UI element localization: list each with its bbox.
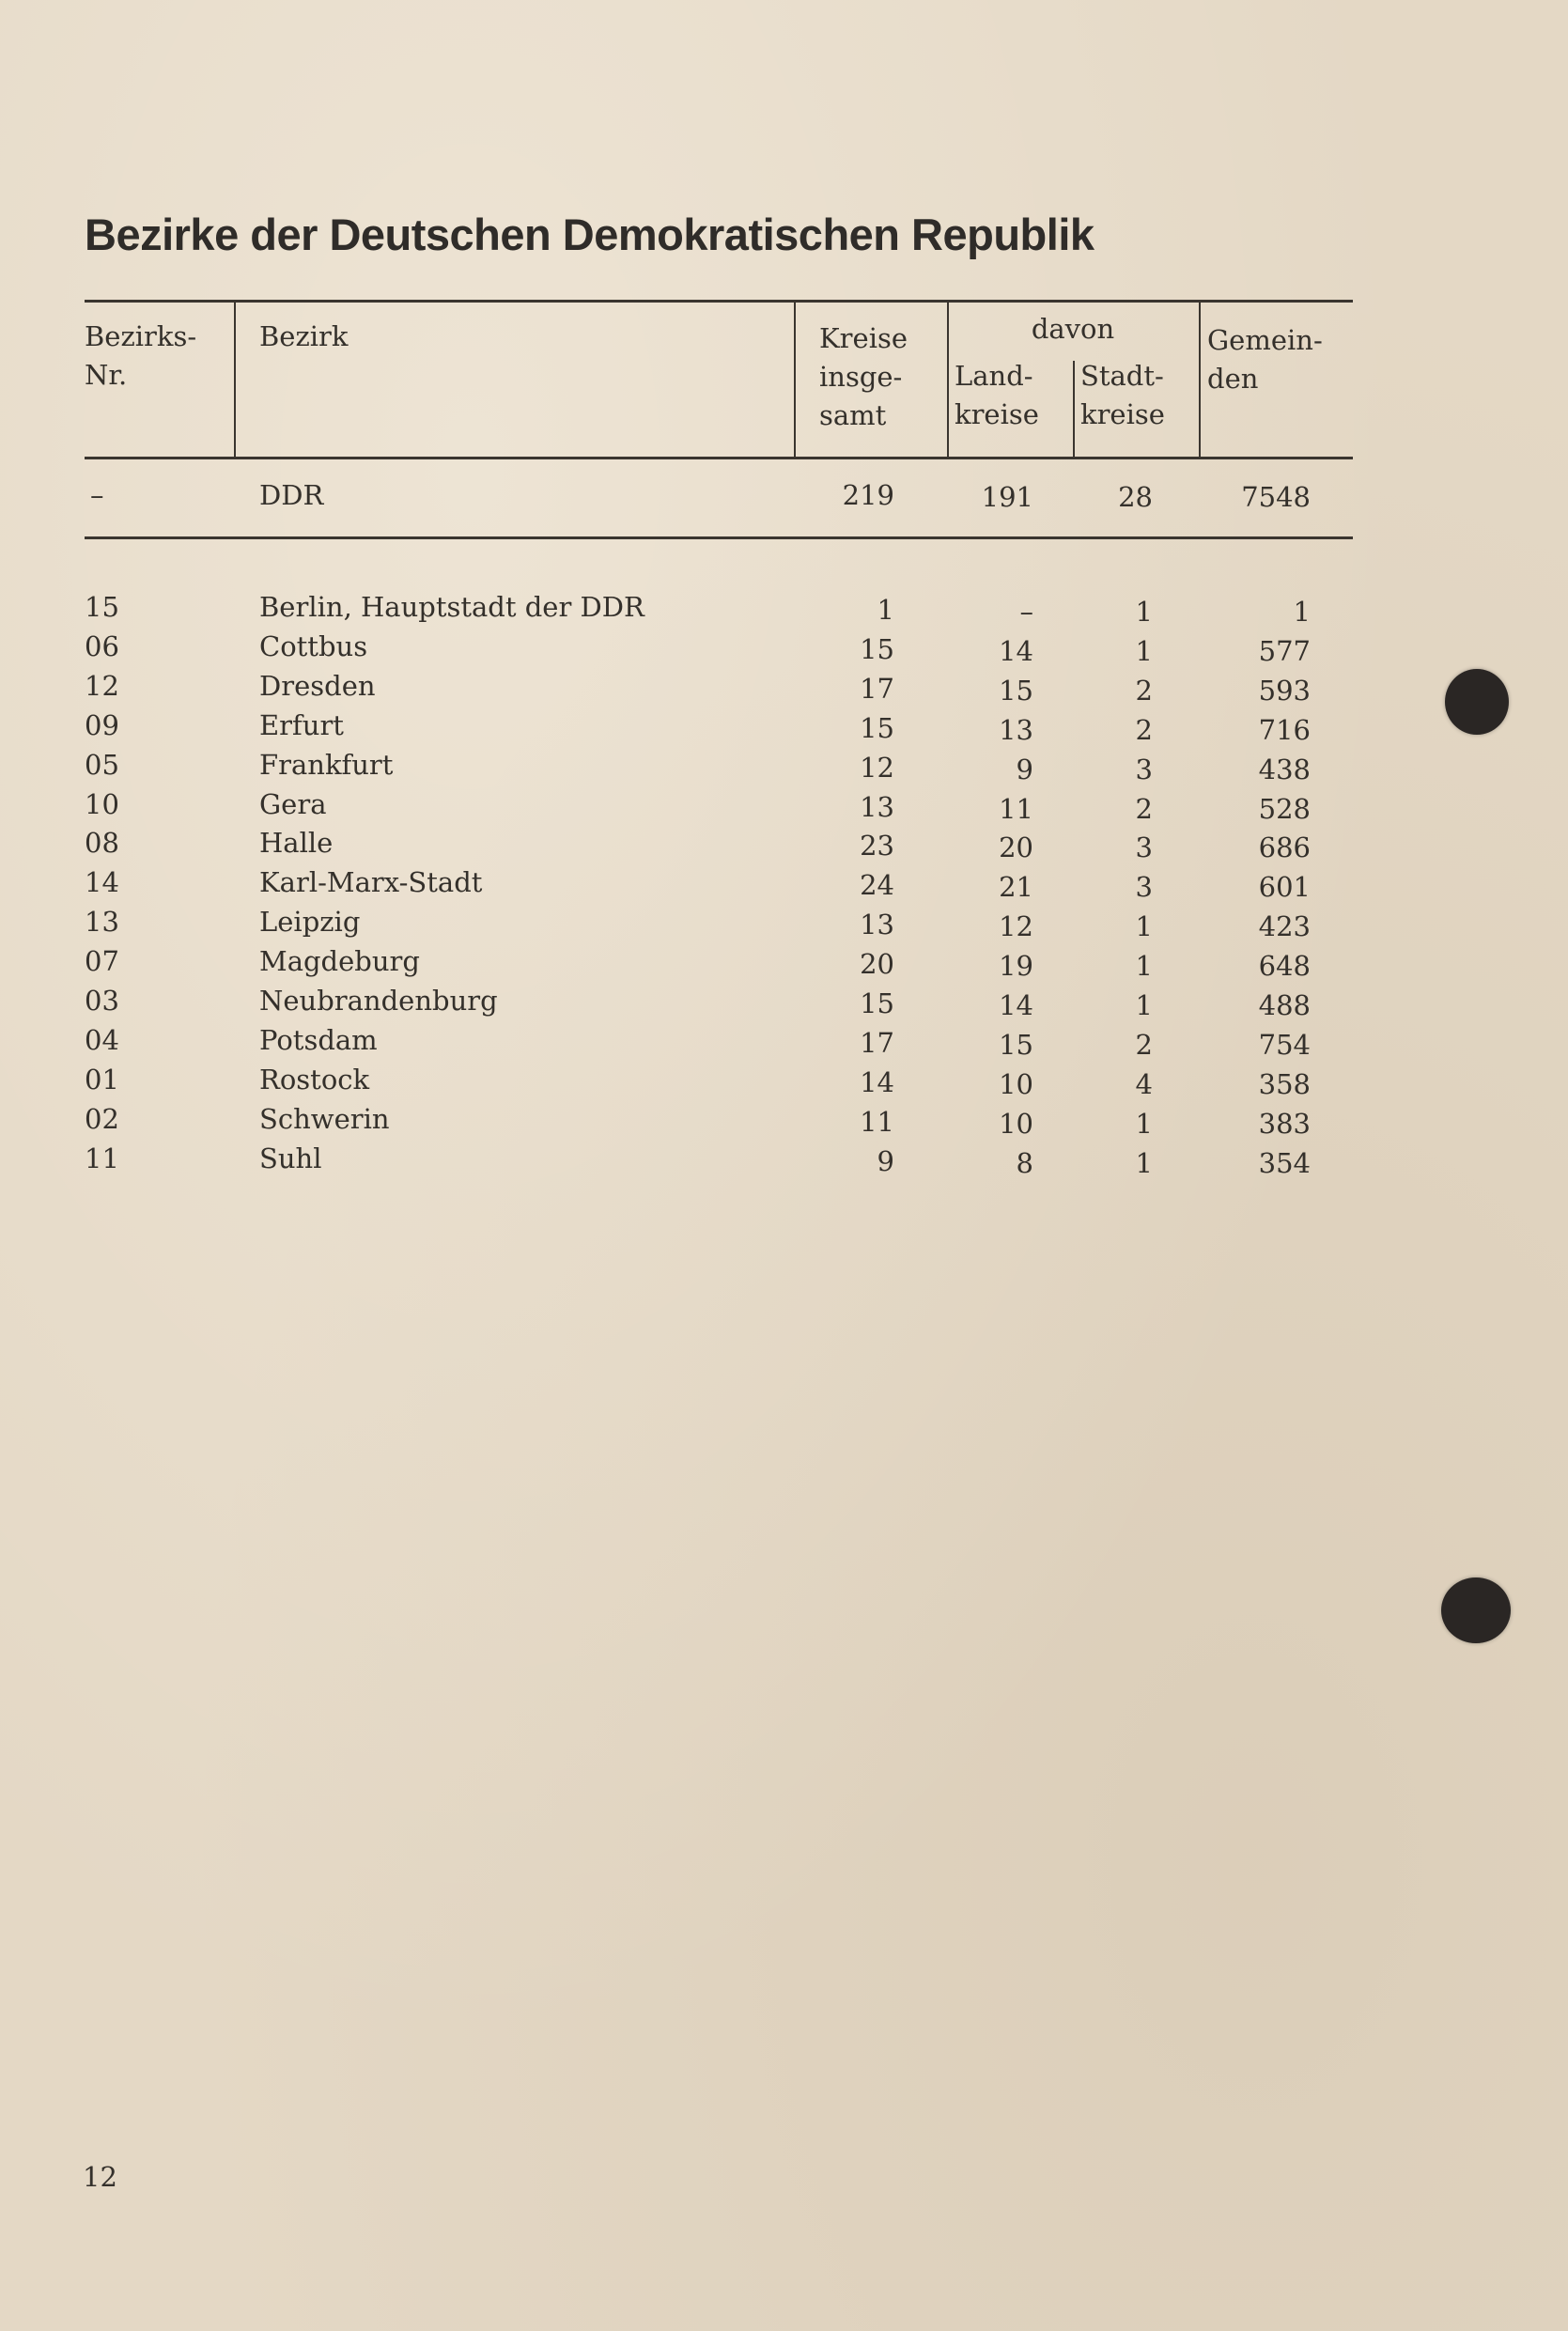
cell-gemeinden: 648 — [1258, 950, 1311, 983]
cell-bezirk: Gera — [259, 787, 327, 820]
cell-gemeinden: 1 — [1293, 596, 1311, 628]
cell-nr: 06 — [85, 629, 119, 662]
cell-landkreise: 9 — [1016, 753, 1033, 785]
cell-landkreise: 14 — [999, 989, 1033, 1021]
header-gemeinden-line2: den — [1207, 363, 1259, 395]
header-nr — [85, 318, 196, 395]
cell-kreise: 15 — [860, 987, 894, 1019]
cell-nr: 09 — [85, 708, 119, 741]
header-nr-line2: Nr. — [85, 359, 128, 391]
cell-stadtkreise: 2 — [1135, 674, 1153, 707]
cell-kreise: 15 — [860, 632, 894, 665]
cell-stadtkreise: 2 — [1135, 713, 1153, 746]
header-davon: davon — [1031, 313, 1115, 345]
cell-bezirk: Berlin, Hauptstadt der DDR — [259, 591, 644, 623]
cell-nr: 14 — [85, 866, 119, 899]
total-bezirk: DDR — [259, 479, 324, 511]
cell-gemeinden: 354 — [1258, 1146, 1311, 1179]
cell-gemeinden: 358 — [1258, 1067, 1311, 1100]
cell-kreise: 13 — [860, 909, 894, 941]
cell-stadtkreise: 3 — [1135, 871, 1153, 904]
header-stadt-line1: Stadt- — [1080, 360, 1164, 392]
cell-landkreise: 13 — [999, 713, 1033, 746]
cell-kreise: 15 — [860, 711, 894, 744]
cell-stadtkreise: 1 — [1135, 634, 1153, 667]
header-bottom-rule — [85, 457, 1353, 459]
cell-bezirk: Dresden — [259, 669, 376, 702]
column-divider-land-stadt — [1073, 361, 1075, 458]
cell-kreise: 23 — [860, 830, 894, 862]
total-nr: – — [90, 479, 104, 511]
cell-gemeinden: 423 — [1258, 910, 1311, 943]
cell-stadtkreise: 3 — [1135, 753, 1153, 785]
cell-nr: 08 — [85, 827, 119, 860]
total-bottom-rule — [85, 536, 1353, 539]
header-land-line1: Land- — [955, 360, 1033, 392]
cell-kreise: 17 — [860, 672, 894, 705]
cell-kreise: 14 — [860, 1065, 894, 1098]
cell-nr: 07 — [85, 945, 119, 978]
cell-stadtkreise: 2 — [1135, 1028, 1153, 1061]
cell-gemeinden: 528 — [1258, 792, 1311, 825]
cell-bezirk: Cottbus — [259, 629, 368, 662]
cell-bezirk: Suhl — [259, 1142, 322, 1174]
cell-kreise: 12 — [860, 751, 894, 784]
cell-kreise: 20 — [860, 948, 894, 981]
cell-bezirk: Potsdam — [259, 1023, 378, 1056]
cell-landkreise: 10 — [999, 1107, 1033, 1140]
page-number: 12 — [83, 2161, 117, 2193]
cell-nr: 12 — [85, 669, 119, 702]
cell-stadtkreise: 4 — [1135, 1067, 1153, 1100]
cell-gemeinden: 686 — [1258, 831, 1311, 864]
table-top-rule — [85, 300, 1353, 303]
cell-bezirk: Rostock — [259, 1063, 370, 1096]
cell-nr: 02 — [85, 1102, 119, 1135]
cell-nr: 15 — [85, 591, 119, 623]
page-title: Bezirke der Deutschen Demokratischen Republik — [85, 210, 1094, 259]
cell-landkreise: – — [1019, 596, 1033, 628]
total-stadtkreise: 28 — [1118, 481, 1153, 513]
cell-landkreise: 10 — [999, 1067, 1033, 1100]
cell-bezirk: Halle — [259, 827, 334, 860]
cell-kreise: 9 — [877, 1144, 894, 1177]
cell-landkreise: 21 — [999, 871, 1033, 904]
cell-stadtkreise: 1 — [1135, 910, 1153, 943]
cell-nr: 10 — [85, 787, 119, 820]
header-landkreise — [955, 357, 1039, 434]
punch-hole-bottom — [1441, 1577, 1511, 1643]
header-nr-line1: Bezirks- — [85, 320, 197, 352]
cell-nr: 04 — [85, 1023, 119, 1056]
cell-gemeinden: 716 — [1258, 713, 1311, 746]
header-bezirk: Bezirk — [259, 320, 349, 352]
total-kreise: 219 — [842, 479, 894, 511]
column-divider-gemeinden — [1199, 301, 1201, 458]
cell-landkreise: 12 — [999, 910, 1033, 943]
cell-stadtkreise: 2 — [1135, 792, 1153, 825]
cell-nr: 13 — [85, 906, 119, 939]
cell-nr: 01 — [85, 1063, 119, 1096]
column-divider-nr — [234, 301, 236, 458]
cell-gemeinden: 601 — [1258, 871, 1311, 904]
header-stadtkreise — [1080, 357, 1165, 434]
cell-landkreise: 14 — [999, 634, 1033, 667]
cell-gemeinden: 438 — [1258, 753, 1311, 785]
total-landkreise: 191 — [981, 481, 1033, 513]
cell-kreise: 11 — [860, 1105, 894, 1138]
cell-stadtkreise: 1 — [1135, 596, 1153, 628]
column-divider-kreise — [794, 301, 796, 458]
cell-stadtkreise: 1 — [1135, 1146, 1153, 1179]
header-gemeinden — [1207, 321, 1323, 398]
cell-gemeinden: 488 — [1258, 989, 1311, 1021]
punch-hole-top — [1445, 669, 1509, 735]
cell-bezirk: Neubrandenburg — [259, 985, 498, 1017]
cell-stadtkreise: 1 — [1135, 989, 1153, 1021]
cell-nr: 05 — [85, 748, 119, 781]
cell-bezirk: Schwerin — [259, 1102, 390, 1135]
cell-bezirk: Magdeburg — [259, 945, 420, 978]
cell-stadtkreise: 1 — [1135, 1107, 1153, 1140]
cell-kreise: 13 — [860, 790, 894, 823]
header-gemeinden-line1: Gemein- — [1207, 324, 1323, 356]
cell-landkreise: 11 — [999, 792, 1033, 825]
cell-nr: 03 — [85, 985, 119, 1017]
cell-stadtkreise: 3 — [1135, 831, 1153, 864]
cell-gemeinden: 383 — [1258, 1107, 1311, 1140]
cell-gemeinden: 593 — [1258, 674, 1311, 707]
header-kreise-line3: samt — [819, 399, 887, 431]
cell-landkreise: 15 — [999, 674, 1033, 707]
header-stadt-line2: kreise — [1080, 398, 1165, 430]
cell-gemeinden: 754 — [1258, 1028, 1311, 1061]
cell-nr: 11 — [85, 1142, 119, 1174]
cell-kreise: 1 — [877, 594, 894, 626]
total-gemeinden: 7548 — [1241, 481, 1311, 513]
cell-kreise: 24 — [860, 869, 894, 902]
cell-bezirk: Erfurt — [259, 708, 344, 741]
cell-landkreise: 15 — [999, 1028, 1033, 1061]
header-land-line2: kreise — [955, 398, 1039, 430]
header-kreise-line2: insge- — [819, 361, 903, 393]
cell-stadtkreise: 1 — [1135, 950, 1153, 983]
cell-landkreise: 19 — [999, 950, 1033, 983]
cell-bezirk: Leipzig — [259, 906, 361, 939]
cell-bezirk: Frankfurt — [259, 748, 394, 781]
header-kreise — [819, 319, 908, 435]
header-kreise-line1: Kreise — [819, 322, 908, 354]
cell-landkreise: 8 — [1016, 1146, 1033, 1179]
cell-kreise: 17 — [860, 1026, 894, 1059]
cell-bezirk: Karl-Marx-Stadt — [259, 866, 483, 899]
cell-landkreise: 20 — [999, 831, 1033, 864]
cell-gemeinden: 577 — [1258, 634, 1311, 667]
